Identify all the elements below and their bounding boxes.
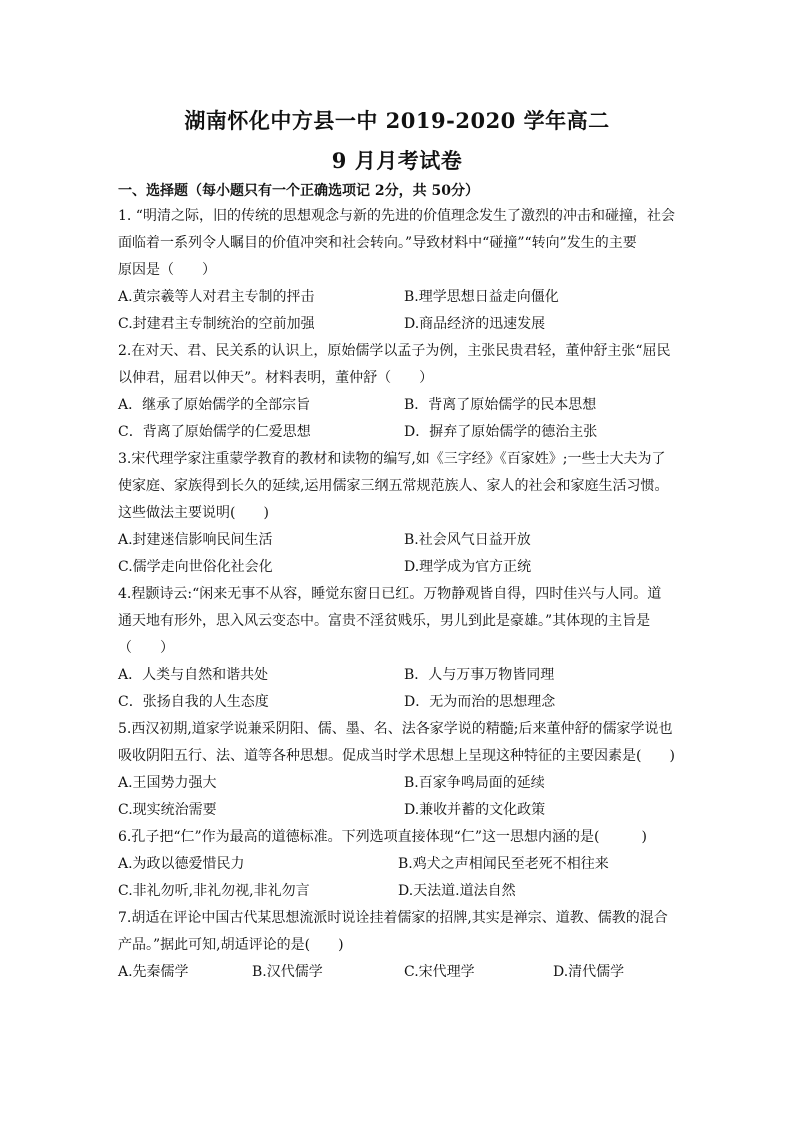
question-line: 2.在对天、君、民关系的认识上，原始儒学以孟子为例，主张民贵君轻，董仲舒主张“屈民 (118, 343, 671, 359)
option-c: C.非礼勿听,非礼勿视,非礼勿言 (118, 883, 310, 899)
option-a: A．人类与自然和谐共处 (118, 667, 269, 683)
question-3 (118, 446, 678, 527)
option-d: D.兼收并蓄的文化政策 (404, 802, 546, 818)
exam-subtitle: 9 月月考试卷 (331, 148, 463, 173)
question-line: 通天地有形外，思入风云变态中。富贵不淫贫贱乐，男儿到此是豪雄。”其体现的主旨是 (118, 613, 651, 629)
option-c: C.现实统治需要 (118, 802, 217, 818)
question-1 (118, 203, 678, 284)
section-heading: 一、选择题（每小题只有一个正确选项记 2分，共 50分） (118, 183, 479, 199)
question-4 (118, 581, 678, 662)
option-b: B．背离了原始儒学的民本思想 (404, 397, 597, 413)
question-line: 以伸君，屈君以伸天”。材料表明，董仲舒（ ） (118, 370, 434, 386)
option-c: C.宋代理学 (404, 964, 475, 980)
option-a: A.王国势力强大 (118, 775, 217, 791)
option-d: D.天法道.道法自然 (398, 883, 516, 899)
option-a: A.黄宗羲等人对君主专制的抨击 (118, 289, 315, 305)
option-d: D.商品经济的迅速发展 (404, 316, 546, 332)
exam-title: 湖南怀化中方县一中 2019-2020 学年高二 (184, 108, 610, 133)
option-d: D．无为而治的思想理念 (404, 694, 556, 710)
question-5 (118, 716, 678, 770)
question-line: 面临着一系列令人瞩目的价值冲突和社会转向。”导致材料中“碰撞”“转向”发生的主要 (118, 235, 637, 251)
option-b: B.汉代儒学 (252, 964, 323, 980)
option-b: B.理学思想日益走向僵化 (404, 289, 559, 305)
option-c: C．背离了原始儒学的仁爱思想 (118, 424, 311, 440)
option-d: D．摒弃了原始儒学的德治主张 (404, 424, 598, 440)
option-a: A.先秦儒学 (118, 964, 189, 980)
option-d: D.清代儒学 (553, 964, 625, 980)
option-b: B.鸡犬之声相闻民至老死不相往来 (398, 856, 609, 872)
question-2 (118, 338, 678, 392)
question-line: 产品。”据此可知,胡适评论的是( ) (118, 937, 344, 953)
question-line: 6.孔子把“仁”作为最高的道德标准。下列选项直接体现“仁”这一思想内涵的是( ) (118, 829, 647, 845)
option-a: A．继承了原始儒学的全部宗旨 (118, 397, 311, 413)
option-a: A.为政以德爱惜民力 (118, 856, 245, 872)
question-line: 原因是（ ） (118, 262, 216, 278)
option-c: C.封建君主专制统治的空前加强 (118, 316, 315, 332)
question-line: 吸收阴阳五行、法、道等各种思想。促成当时学术思想上呈现这种特征的主要因素是( ) (118, 748, 675, 764)
option-c: C．张扬自我的人生态度 (118, 694, 269, 710)
question-line: 7.胡适在评论中国古代某思想流派时说诠挂着儒家的招牌,其实是禅宗、道教、儒教的混合 (118, 910, 668, 926)
option-b: B.百家争鸣局面的延续 (404, 775, 545, 791)
question-line: （ ） (118, 640, 174, 656)
option-c: C.儒学走向世俗化社会化 (118, 559, 273, 575)
question-line: 3.宋代理学家注重蒙学教育的教材和读物的编写,如《三字经》《百家姓》;一些士大夫为了 (118, 451, 666, 467)
question-line: 4.程颢诗云:“闲来无事不从容，睡觉东窗日已红。万物静观皆自得，四时佳兴与人同。道 (118, 586, 662, 602)
question-line: 这些做法主要说明( ) (118, 505, 269, 521)
option-a: A.封建迷信影响民间生活 (118, 532, 273, 548)
option-b: B.社会风气日益开放 (404, 532, 531, 548)
question-line: 使家庭、家族得到长久的延续,运用儒家三纲五常规范族人、家人的社会和家庭生活习惯。 (118, 478, 669, 494)
question-7 (118, 905, 678, 959)
option-b: B．人与万事万物皆同理 (404, 667, 555, 683)
option-d: D.理学成为官方正统 (404, 559, 532, 575)
question-6 (118, 824, 678, 851)
question-line: 5.西汉初期,道家学说兼采阴阳、儒、墨、名、法各家学说的精髓;后来董仲舒的儒家学说也 (118, 721, 673, 737)
question-line: 1. “明清之际，旧的传统的思想观念与新的先进的价值理念发生了激烈的冲击和碰撞，社会 (118, 208, 675, 224)
